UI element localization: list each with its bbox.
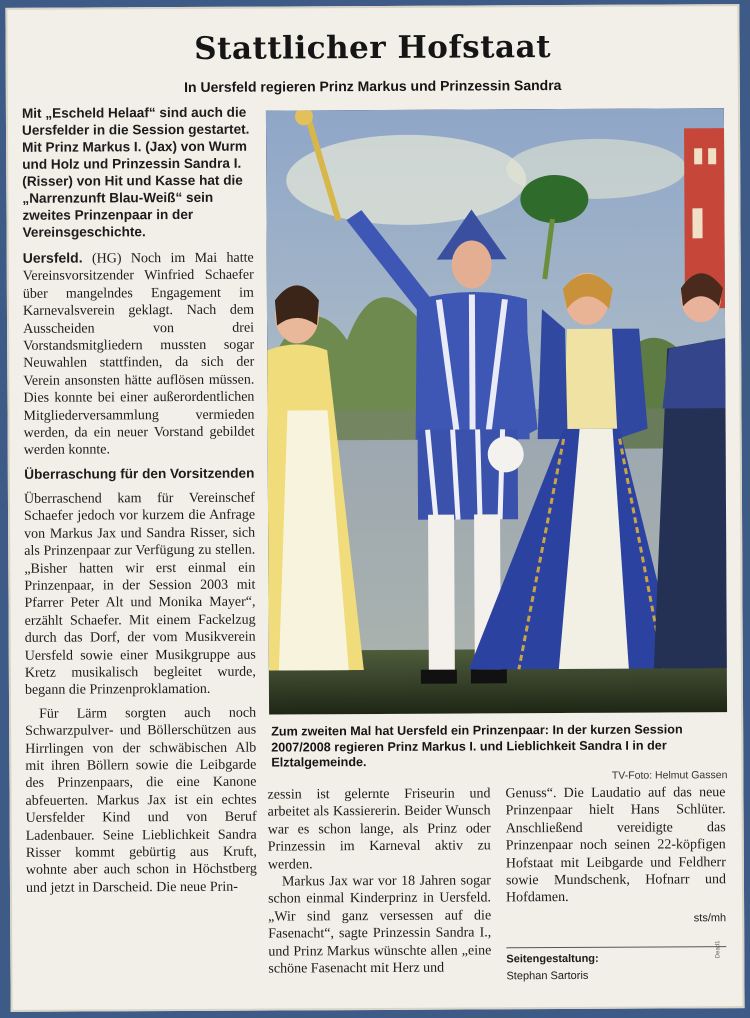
paragraph-6: Genuss“. Die Laudatio auf das neue Prinzenpaar hielt Hans Schlüter. Anschließend vereidigte das Prinzenpaar noch seinen 22-köpfigen Hofstaat mit Leibgarde und Feldherr sowie Mundschenk, Hofnarr und Hofdamen. <box>505 785 726 906</box>
article-photo <box>266 108 727 714</box>
newspaper-clipping <box>5 4 744 1012</box>
layout-divider <box>506 946 726 948</box>
article-lead: Mit „Escheld Helaaf“ sind auch die Uersfelder in die Session gestartet. Mit Prinz Markus I. (Jax) von Wurm und Holz und Prinzessin Sandra I. (Risser) von Hit und Kasse hat die „Narrenzunft Blau-Weiß“ sein zweites Prinzenpaar in der Vereinsgeschichte. <box>21 104 250 240</box>
dateline: Uersfeld. <box>22 249 83 266</box>
paragraph-1-text: (HG) Noch im Mai hatte Vereinsvorsitzender Winfried Schaefer über mangelndes Engagement im Karnevalsverein geklagt. Nach dem Ausscheiden von drei Vorstandsmitgliedern mussten sogar Neuwahlen stattfinden, da sich der Verein ansonsten hätte auflösen müssen. Dies konnte bei einer außerordentlichen Mitgliederversammlung vermieden werden, da ein neuer Vorstand gebildet werden konnte. <box>22 250 255 459</box>
paragraph-5: Markus Jax war vor 18 Jahren sogar schon einmal Kinderprinz in Uersfeld. „Wir sind ganz versessen auf die Fasenacht“, sagte Prinzessin Sandra I., und Prinz Markus wünschte allen „eine schöne Fasenacht mit Herz und <box>268 873 492 977</box>
paragraph-1 <box>23 249 255 460</box>
paragraph-2: Überraschend kam für Vereinschef Schaefer jedoch vor kurzem die Anfrage von Markus Jax und Sandra Risser, sich als Prinzenpaar zur Verfügung zu stellen. „Bisher hatten wir erst einmal ein Prinzenpaar, in der Session 2003 mit Pfarrer Peter Alt und Monika Mayer“, erzählt Schaefer. Mit einem Fackelzug durch das Dorf, der vom Musikverein Uersfeld sowie einer Musikgruppe aus Kretz musikalisch begleitet wurde, begann die Prinzenproklamation. <box>23 490 256 699</box>
layout-credit-name: Stephan Sartoris <box>506 969 589 983</box>
photo-credit: TV-Foto: Helmut Gassen <box>611 769 728 782</box>
page-code: Dead1 <box>715 940 722 959</box>
paragraph-4: zessin ist gelernte Friseurin und arbeitet als Kassiererin. Beider Wunsch war es schon lange, als Prinz oder Prinzessin im Karneval aktiv zu werden. <box>267 786 491 873</box>
author-signature: sts/mh <box>693 912 727 925</box>
column-left <box>22 104 257 897</box>
photo-caption: Zum zweiten Mal hat Uersfeld ein Prinzenpaar: In der kurzen Session 2007/2008 regieren Prinz Markus I. und Lieblichkeit Sandra I in der Elztalgemeinde. <box>271 722 683 770</box>
article-subtitle: In Uersfeld regieren Prinz Markus und Prinzessin Sandra <box>184 77 562 95</box>
article-title: Stattlicher Hofstaat <box>194 29 552 67</box>
paragraph-3: Für Lärm sorgten auch noch Schwarzpulver- und Böllerschützen aus Hirrlingen von der schwäbischen Alb mit ihren Böllern sowie die Leibgarde des Prinzenpaars, die eine Kanone abfeuerten. Markus Jax ist ein echtes Uersfelder Kind und von Beruf Ladenbauer. Seine Lieblichkeit Sandra Risser kommt gebürtig aus Kruft, wohnte aber auch schon in Höchstberg und jetzt in Darscheid. Die neue Prin- <box>25 705 257 896</box>
layout-credit-label: Seitengestaltung: <box>506 952 599 966</box>
prince-couple-photo <box>266 108 727 714</box>
section-subhead: Überraschung für den Vorsitzenden <box>24 465 255 482</box>
column-middle <box>267 785 491 978</box>
column-right <box>505 784 726 928</box>
